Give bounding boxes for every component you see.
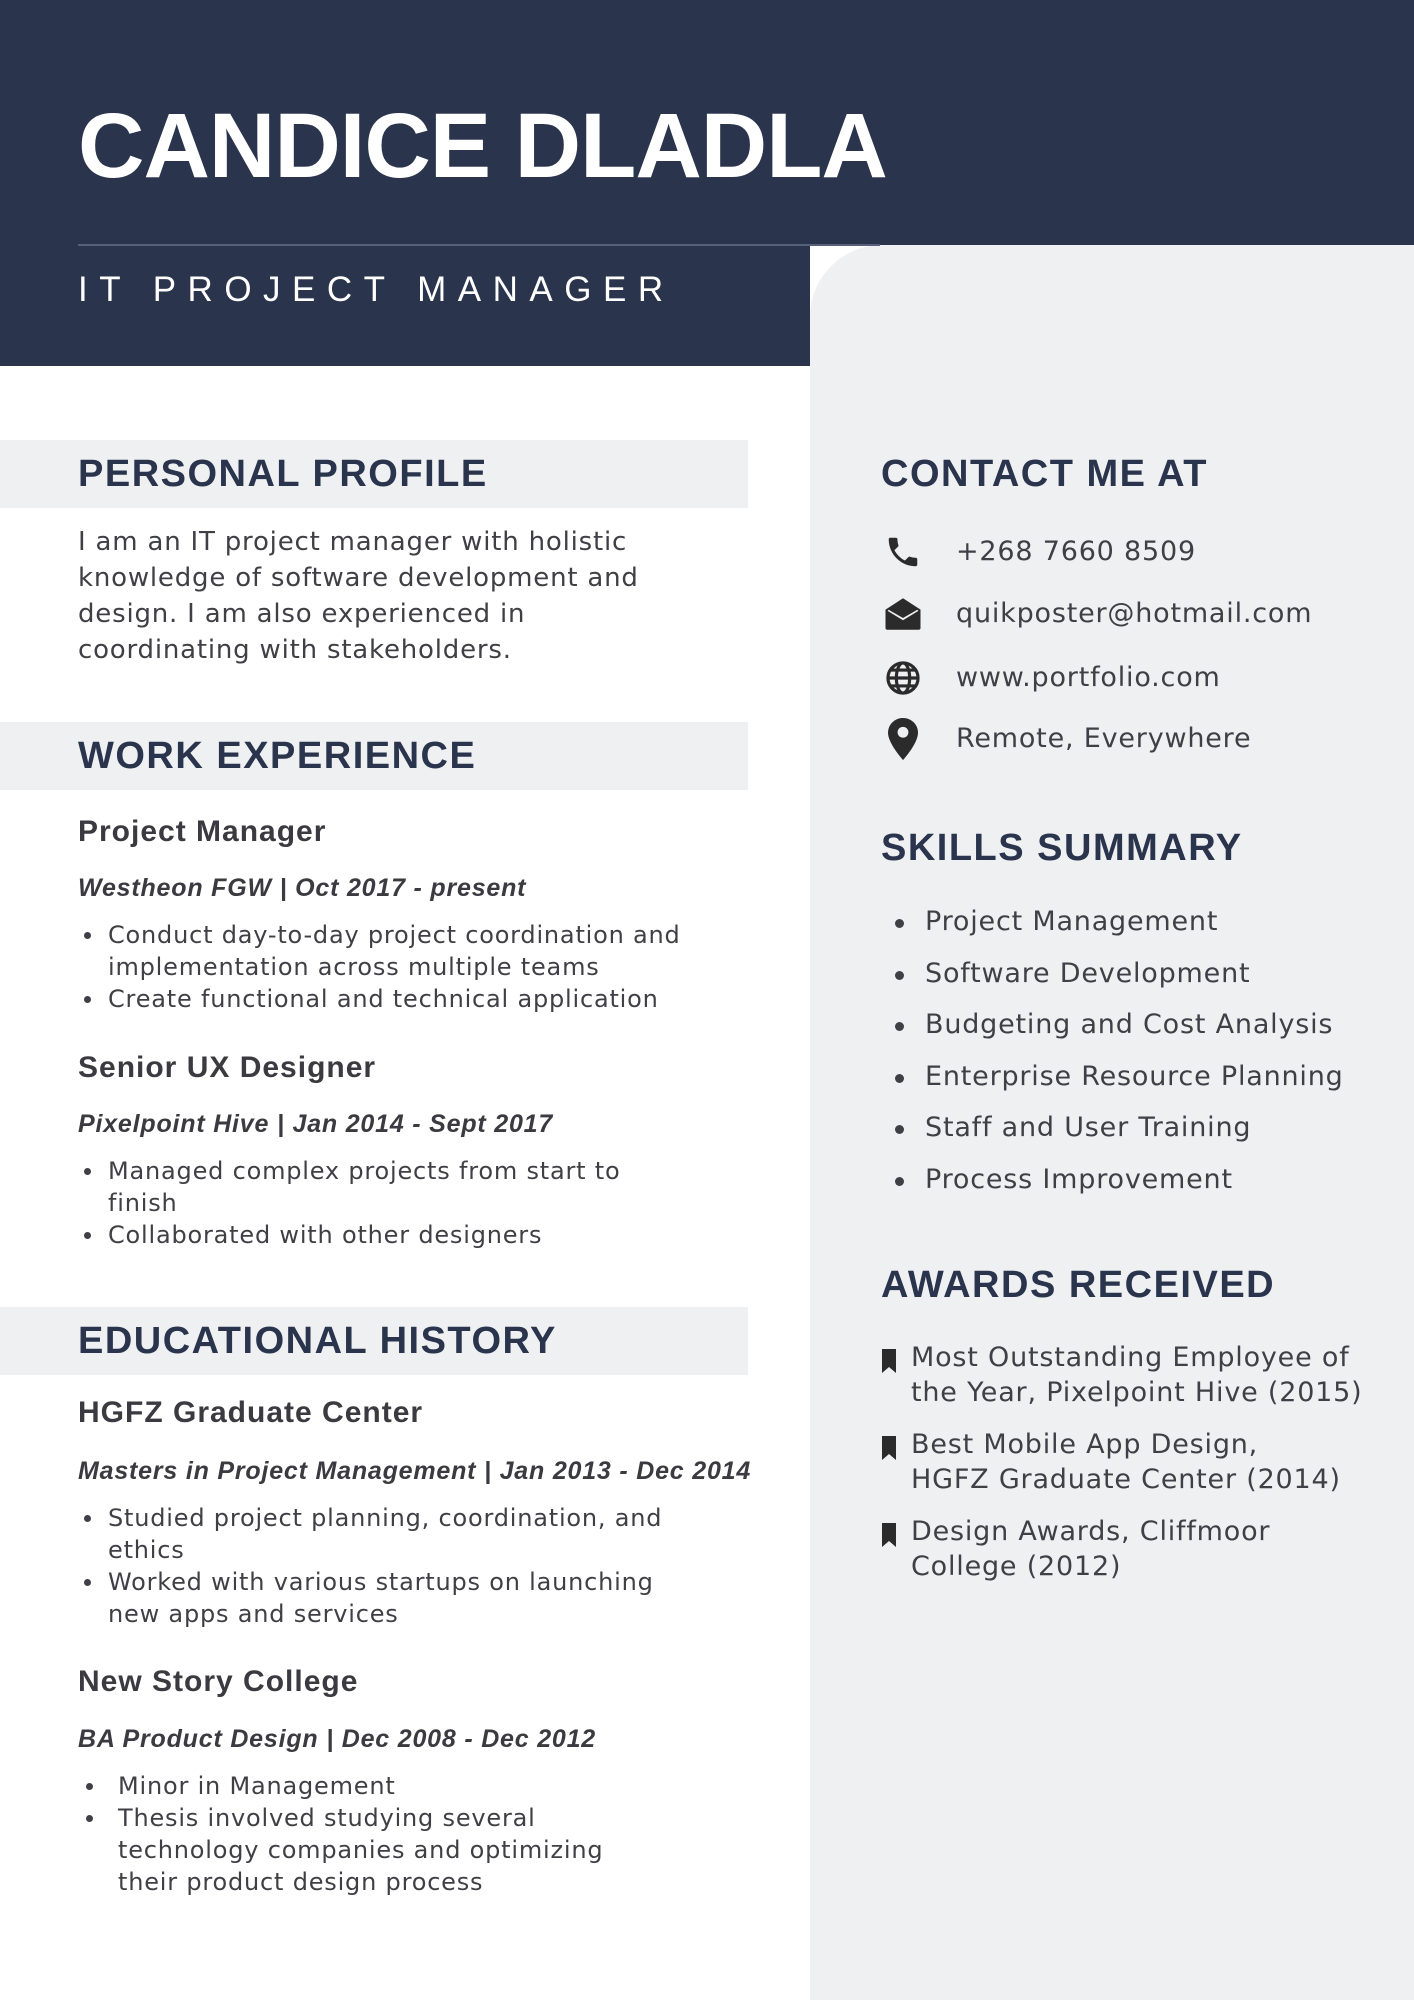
website-text: www.portfolio.com — [956, 662, 1221, 693]
bullet-line: Managed complex projects from start to — [108, 1157, 621, 1185]
bullet-line: Studied project planning, coordination, and — [108, 1504, 663, 1532]
award-text — [911, 1340, 1362, 1410]
job-bullet-list — [78, 1155, 758, 1251]
header-divider — [78, 244, 880, 246]
bullet-line: new apps and services — [108, 1600, 399, 1628]
skill-item: Staff and User Training — [890, 1108, 1344, 1160]
contact-email — [881, 589, 1313, 639]
list-item — [78, 1219, 758, 1251]
profile-line: knowledge of software development and — [78, 563, 639, 593]
job-meta: Westheon FGW | Oct 2017 - present — [78, 874, 527, 902]
degree-meta: Masters in Project Management | Jan 2013 - Dec 2014 — [78, 1457, 752, 1485]
list-item — [78, 1770, 758, 1802]
skills-heading: SKILLS SUMMARY — [881, 827, 1243, 869]
job-title: Project Manager — [78, 815, 327, 848]
profile-paragraph — [78, 524, 718, 668]
award-line: Most Outstanding Employee of — [911, 1342, 1350, 1373]
contact-website — [881, 653, 1221, 703]
bullet-line: implementation across multiple teams — [108, 953, 600, 981]
skill-item: Process Improvement — [890, 1160, 1344, 1212]
job-meta: Pixelpoint Hive | Jan 2014 - Sept 2017 — [78, 1110, 554, 1138]
location-text: Remote, Everywhere — [956, 723, 1252, 754]
bullet-line: Thesis involved studying several — [118, 1804, 536, 1832]
education-heading: EDUCATIONAL HISTORY — [78, 1320, 557, 1362]
skill-item: Software Development — [890, 954, 1344, 1006]
award-text — [911, 1427, 1341, 1497]
candidate-name: CANDICE DLADLA — [78, 95, 887, 197]
bullet-line: Minor in Management — [118, 1772, 396, 1800]
email-text: quikposter@hotmail.com — [956, 598, 1313, 629]
bullet-line: Worked with various startups on launching — [108, 1568, 654, 1596]
education-bullet-list — [78, 1770, 758, 1898]
location-pin-icon — [881, 717, 925, 761]
list-item — [78, 983, 758, 1015]
contact-location — [881, 714, 1252, 764]
skills-list — [890, 902, 1344, 1211]
profile-line: design. I am also experienced in — [78, 599, 526, 629]
phone-text: +268 7660 8509 — [956, 536, 1196, 567]
phone-icon — [881, 530, 925, 574]
school-name: HGFZ Graduate Center — [78, 1396, 424, 1429]
award-line: HGFZ Graduate Center (2014) — [911, 1464, 1341, 1495]
bullet-line: their product design process — [118, 1868, 484, 1896]
skill-item: Enterprise Resource Planning — [890, 1057, 1344, 1109]
bullet-line: Create functional and technical application — [108, 985, 659, 1013]
awards-heading: AWARDS RECEIVED — [881, 1264, 1276, 1306]
education-bullet-list — [78, 1502, 758, 1630]
bullet-line: ethics — [108, 1536, 185, 1564]
job-title-heading: IT PROJECT MANAGER — [78, 270, 675, 309]
bullet-line: Conduct day-to-day project coordination and — [108, 921, 681, 949]
award-line: Best Mobile App Design, — [911, 1429, 1259, 1460]
list-item — [78, 919, 758, 983]
profile-line: coordinating with stakeholders. — [78, 635, 512, 665]
profile-heading: PERSONAL PROFILE — [78, 453, 488, 495]
award-text — [911, 1514, 1270, 1584]
job-title: Senior UX Designer — [78, 1051, 377, 1084]
globe-icon — [881, 656, 925, 700]
bookmark-icon — [881, 1348, 897, 1374]
bullet-line: finish — [108, 1189, 178, 1217]
contact-phone — [881, 527, 1196, 577]
award-line: the Year, Pixelpoint Hive (2015) — [911, 1377, 1363, 1408]
contact-heading: CONTACT ME AT — [881, 453, 1208, 495]
profile-line: I am an IT project manager with holistic — [78, 527, 628, 557]
degree-meta: BA Product Design | Dec 2008 - Dec 2012 — [78, 1725, 597, 1753]
list-item — [78, 1802, 758, 1898]
work-heading: WORK EXPERIENCE — [78, 735, 477, 777]
skill-item: Budgeting and Cost Analysis — [890, 1005, 1344, 1057]
bookmark-icon — [881, 1435, 897, 1461]
bullet-line: Collaborated with other designers — [108, 1221, 543, 1249]
job-bullet-list — [78, 919, 758, 1015]
list-item — [78, 1566, 758, 1630]
list-item — [78, 1155, 758, 1219]
award-line: College (2012) — [911, 1551, 1122, 1582]
award-line: Design Awards, Cliffmoor — [911, 1516, 1271, 1547]
skill-item: Project Management — [890, 902, 1344, 954]
list-item — [78, 1502, 758, 1566]
school-name: New Story College — [78, 1665, 359, 1698]
bullet-line: technology companies and optimizing — [118, 1836, 604, 1864]
envelope-icon — [881, 592, 925, 636]
bookmark-icon — [881, 1522, 897, 1548]
